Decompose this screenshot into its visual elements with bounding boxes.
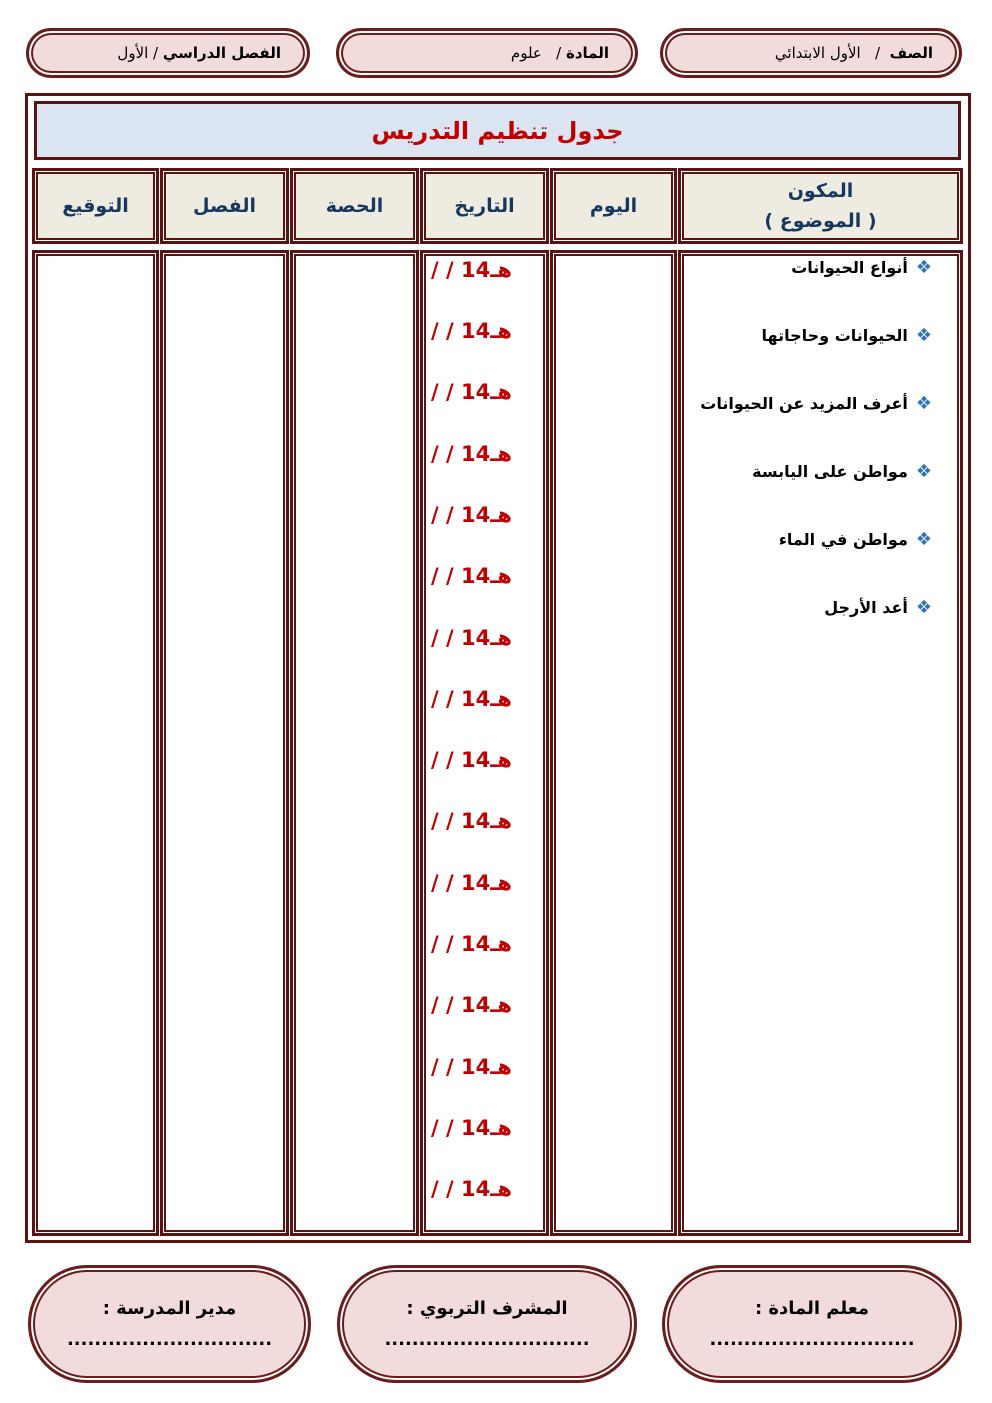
header-day <box>550 168 677 244</box>
grade-value: / الأول الابتدائي <box>774 44 890 62</box>
topic-text: الحيوانات وحاجاتها <box>761 326 908 345</box>
date-entry: / / 14هـ <box>431 809 512 833</box>
topic-item <box>779 529 932 550</box>
date-entry: / / 14هـ <box>431 871 512 895</box>
header-period <box>290 168 419 244</box>
period-column <box>290 250 419 1236</box>
topic-item <box>762 325 932 346</box>
date-entry: / / 14هـ <box>431 1177 512 1201</box>
date-entry: / / 14هـ <box>431 626 512 650</box>
supervisor-signature-box <box>337 1265 637 1383</box>
date-entry: / / 14هـ <box>431 503 512 527</box>
date-column <box>420 250 549 1236</box>
header-day-label: اليوم <box>589 195 638 217</box>
teacher-label: معلم المادة : <box>754 1298 870 1319</box>
teacher-dots: .............................. <box>709 1329 915 1350</box>
diamond-bullet-icon: ❖ <box>915 257 932 278</box>
diamond-bullet-icon: ❖ <box>915 529 932 550</box>
date-entry: / / 14هـ <box>431 442 512 466</box>
grade-label: الصف <box>889 44 933 62</box>
date-entry: / / 14هـ <box>431 1055 512 1079</box>
supervisor-dots: .............................. <box>384 1329 590 1350</box>
diamond-bullet-icon: ❖ <box>915 325 932 346</box>
semester-pill <box>26 28 310 78</box>
date-entry: / / 14هـ <box>431 380 512 404</box>
header-component-line2: ( الموضوع ) <box>764 210 877 232</box>
header-period-label: الحصة <box>325 195 384 217</box>
topic-item <box>791 257 932 278</box>
teacher-signature-box <box>662 1265 962 1383</box>
topic-text: أعرف المزيد عن الحيوانات <box>700 394 908 413</box>
date-entry: / / 14هـ <box>431 258 512 282</box>
topic-item <box>752 461 932 482</box>
header-class-label: الفصل <box>193 195 257 217</box>
header-class <box>160 168 289 244</box>
date-entry: / / 14هـ <box>431 993 512 1017</box>
date-entry: / / 14هـ <box>431 319 512 343</box>
header-component <box>678 168 963 244</box>
date-entry: / / 14هـ <box>431 564 512 588</box>
class-column <box>160 250 289 1236</box>
header-signature-label: التوقيع <box>62 195 129 217</box>
day-column <box>550 250 677 1236</box>
diamond-bullet-icon: ❖ <box>915 461 932 482</box>
signature-column <box>32 250 159 1236</box>
header-signature <box>32 168 159 244</box>
header-date-label: التاريخ <box>454 195 515 217</box>
header-date <box>420 168 549 244</box>
supervisor-label: المشرف التربوي : <box>406 1298 568 1319</box>
header-component-line1: المكون <box>787 180 854 202</box>
grade-pill <box>660 28 962 78</box>
component-column <box>678 250 963 1236</box>
date-entry: / / 14هـ <box>431 932 512 956</box>
date-entry: / / 14هـ <box>431 1116 512 1140</box>
diamond-bullet-icon: ❖ <box>915 393 932 414</box>
date-entry: / / 14هـ <box>431 748 512 772</box>
semester-label: الفصل الدراسي <box>162 44 281 62</box>
topic-text: مواطن على اليابسة <box>752 462 908 481</box>
topic-text: أنواع الحيوانات <box>791 258 908 277</box>
subject-pill <box>336 28 638 78</box>
subject-value: / علوم <box>510 44 566 62</box>
principal-label: مدير المدرسة : <box>102 1298 237 1319</box>
topic-item <box>824 597 932 618</box>
date-entry: / / 14هـ <box>431 687 512 711</box>
principal-signature-box <box>28 1265 311 1383</box>
subject-label: المادة <box>565 44 609 62</box>
topic-item <box>700 393 932 414</box>
schedule-title: جدول تنظيم التدريس <box>34 101 961 160</box>
topic-text: أعد الأرجل <box>824 598 908 617</box>
topic-text: مواطن في الماء <box>778 530 908 549</box>
diamond-bullet-icon: ❖ <box>915 597 932 618</box>
semester-value: / الأول <box>117 44 163 62</box>
principal-dots: .............................. <box>66 1329 273 1350</box>
